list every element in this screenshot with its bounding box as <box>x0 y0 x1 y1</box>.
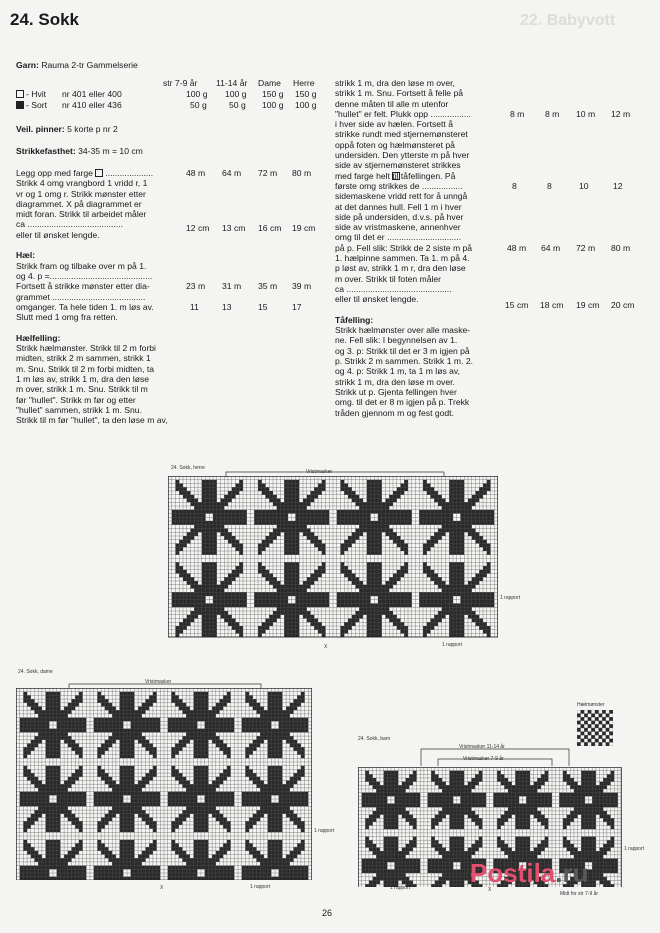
hael-stitch <box>609 710 613 714</box>
chart-hael <box>577 710 613 746</box>
page-title: 24. Sokk <box>10 10 79 29</box>
hael-stitch <box>588 735 592 739</box>
hael-stitch <box>609 732 613 736</box>
hael-stitch <box>595 717 599 721</box>
hael-stitch <box>606 735 610 739</box>
hael-stitch <box>602 735 606 739</box>
hael-stitch <box>581 728 585 732</box>
yarn-value: 50 g <box>190 100 207 110</box>
hael-stitch <box>581 724 585 728</box>
hael-stitch <box>581 721 585 725</box>
rapport-h-herre: 1 rapport <box>442 642 463 648</box>
hael-stitch <box>584 739 588 743</box>
hael-line: omganger. Ta hele tiden 1. m løs av. <box>16 301 154 312</box>
hael-stitch <box>581 735 585 739</box>
hael-stitch <box>588 724 592 728</box>
watermark-main: Postila <box>470 858 556 888</box>
hael-stitch <box>609 717 613 721</box>
hael-stitch <box>599 739 603 743</box>
pinner-line: Veil. pinner: 5 korte p nr 2 <box>16 124 118 134</box>
hael-stitch <box>595 732 599 736</box>
hael-stitch <box>591 739 595 743</box>
hael-stitch <box>606 714 610 718</box>
vrist-bracket-dame <box>68 683 262 690</box>
hael-stitch <box>606 739 610 743</box>
hael-stitch <box>599 710 603 714</box>
page: 22. Babyvott 24. Sokk Garn: Rauma 2-tr Gammelserie str 7-9 år 11-14 år Dame Herre - Hvit nr 401 eller 400 100 g 100 g 150 g 150 g - Sort nr 410 eller 436 50 g 50 g 100 g 100 g Veil. pinner: 5 korte p nr 2 Strikkefasthet: 34-35 m = 10 cm Legg opp med farge .................... Strikk 4 omg vrangbord 1 vridd r, 1 vr og 1 omg r. Strikk mønster etter diagrammet. X på diagrammet er midt foran. Strikk til arbeidet måler ca ........................................ eller til ønsket lengde. Hæl: Strikk fram og tilbake over m på 1. og 4. p =........................................... Fortsett å strikke mønster etter dia- grammet ....................................... omganger. Ta hele tiden 1. m løs av. Slutt med 1 omg fra retten. Hælfelling: Strikk hælmønster. Strikk til 2 m forbi midten, strikk 2 m sammen, strikk 1 m. Snu. Strikk til 2 m forbi midten, ta 1 m løs av, strikk 1 m, dra den løse m over, strikk 1 m. Snu. Strikk til m før "hullet". Strikk m før og etter "hullet" sammen, strikk 1 m. Snu. Strikk til m før "hullet", ta den løse m av, 48 m 64 m 72 m 80 m 12 cm 13 cm 16 cm 19 cm 23 m 31 m 35 m 39 m 11 13 15 17 strikk 1 m, dra den løse m over, strikk 1 m. Snu. Fortsett å felle på denne måten til alle m utenfor "hullet" er felt. Plukk opp ................. i hver side av hælen. Fortsett å strikke rundt med stjernemønsteret oppå foten og hælmønsteret på undersiden. Den ytterste m på hver side av stjernemønsteret strikkes med farge helt til tåfellingen. På første omg strikkes de ................. sidemaskene vridd rett for å unngå at det dannes hull. Fell 1 m i hver side på undersiden, d.v.s. på hver side av vristmaskene, annenhver omg til det er ............................... på p. Fell slik: Strikk de 2 siste m på 1. hælpinne sammen. Ta 1. m på 4. p løst av, strikk 1 m r, dra den løse m over. Strikk til foten måler ca ............................................ eller til ønsket lengde. Tåfelling: Strikk hælmønster over alle maske- ne. Fell slik: I begynnelsen av 1. og 3. p: Strikk til det er 3 m igjen på p. Strikk 2 m sammen. Strikk 1 m. 2. og 4. p: Strikk 1 m, ta 1 m løs av, strikk 1 m, dra den løse m over. Strikk ut p. Gjenta fellingen hver omg. til det er 8 m igjen på p. Trekk tråden gjennom m og fest godt. 8 m 8 m 10 m 12 m 8 8 10 12 48 m 64 m 72 m 80 m 15 cm 18 cm 19 cm 20 cm 24. Sokk, herre Vristmasker 1 rapport 1 rapport X 24. Sokk, dame Vristmasker 1 rapport 1 rapport X Hælmønster 24. Sokk, barn Vristmasker 11-14 år Vristmasker 7-9 år 1 rapport 1 rapport X Midt for str 7-9 år Postila.ru 26 <box>0 0 660 933</box>
hael-stitch <box>599 728 603 732</box>
hael-stitch <box>606 728 610 732</box>
hf-line: m over, strikk 1 m. Snu. Strikk til m <box>16 384 148 395</box>
hael-stitch <box>581 714 585 718</box>
hael-stitch <box>595 728 599 732</box>
chart-caption-barn: 24. Sokk, barn <box>358 736 391 742</box>
hael-stitch <box>595 724 599 728</box>
rapport-h-barn: 1 rapport <box>390 885 411 891</box>
hael-stitch <box>609 714 613 718</box>
hael-stitch <box>606 732 610 736</box>
hael-stitch <box>595 721 599 725</box>
hael-stitch <box>591 732 595 736</box>
vrist-label-herre: Vristmasker <box>306 469 333 475</box>
ghost-title: 22. Babyvott <box>520 12 616 29</box>
hael-stitch <box>591 721 595 725</box>
intro-line: vr og 1 omg r. Strikk mønster etter <box>16 188 146 199</box>
hael-stitch <box>584 717 588 721</box>
tafelling-heading: Tåfelling: <box>335 314 374 325</box>
hael-stitch <box>606 710 610 714</box>
hael-stitch <box>606 721 610 725</box>
hael-line: Strikk fram og tilbake over m på 1. <box>16 260 147 271</box>
garn-label: Garn: <box>16 60 39 70</box>
hael-stitch <box>588 742 592 746</box>
x-mark-herre: X <box>324 644 328 650</box>
hael-stitch <box>584 714 588 718</box>
size-header: Dame <box>258 78 281 88</box>
hael-stitch <box>577 714 581 718</box>
intro-line: eller til ønsket lengde. <box>16 229 100 240</box>
intro-line: midt foran. Strikk til arbeidet måler <box>16 209 147 220</box>
hael-stitch <box>588 714 592 718</box>
hael-stitch <box>584 721 588 725</box>
chart-caption-herre: 24. Sokk, herre <box>171 465 205 471</box>
yarn-value: 100 g <box>186 89 208 99</box>
hael-stitch <box>599 742 603 746</box>
hael-stitch <box>609 742 613 746</box>
yarn-value: 50 g <box>229 100 246 110</box>
hael-stitch <box>602 710 606 714</box>
hael-stitch <box>599 721 603 725</box>
hf-line: 1 m løs av, strikk 1 m, dra den løse <box>16 373 150 384</box>
garn-text: Rauma 2-tr Gammelserie <box>41 60 138 70</box>
hael-stitch <box>577 721 581 725</box>
yarn-row-black: - Sort <box>16 100 47 110</box>
hael-stitch <box>577 724 581 728</box>
hael-stitch <box>609 728 613 732</box>
hael-stitch <box>577 717 581 721</box>
yarn-nr: nr 410 eller 436 <box>62 100 122 110</box>
hael-stitch <box>588 728 592 732</box>
hael-stitch <box>577 739 581 743</box>
hael-stitch <box>606 724 610 728</box>
x-mark-barn: X <box>488 887 492 893</box>
hael-stitch <box>577 742 581 746</box>
rapport-v-herre: 1 rapport <box>500 595 521 601</box>
size-header: Herre <box>293 78 315 88</box>
hael-stitch <box>577 732 581 736</box>
rapport-h-dame: 1 rapport <box>250 884 271 890</box>
hael-stitch <box>602 728 606 732</box>
chart-caption-hael: Hælmønster <box>577 702 605 708</box>
hf-line: midten, strikk 2 m sammen, strikk 1 <box>16 353 151 364</box>
barn-bottom-label: Midt for str 7-9 år <box>560 891 599 897</box>
hael-stitch <box>581 742 585 746</box>
hael-stitch <box>588 717 592 721</box>
hael-stitch <box>591 717 595 721</box>
hael-stitch <box>609 739 613 743</box>
hael-stitch <box>581 717 585 721</box>
hf-line: "hullet" sammen, strikk 1 m. Snu. <box>16 404 142 415</box>
haelfelling-heading: Hælfelling: <box>16 332 61 343</box>
hael-stitch <box>581 732 585 736</box>
rapport-v-barn: 1 rapport <box>624 846 645 852</box>
hael-stitch <box>602 714 606 718</box>
size-header: 11-14 år <box>216 78 248 88</box>
hael-stitch <box>584 728 588 732</box>
intro-line: Legg opp med farge .................... <box>16 168 154 178</box>
yarn-table <box>0 78 330 118</box>
vrist-bracket-herre <box>225 470 445 478</box>
yarn-value: 150 g <box>295 89 317 99</box>
hael-stitch <box>595 742 599 746</box>
hael-stitch <box>599 717 603 721</box>
hf-line: Strikk hælmønster. Strikk til 2 m forbi <box>16 343 156 354</box>
hael-stitch <box>599 732 603 736</box>
garn-line <box>16 60 138 70</box>
intro-line: diagrammet. X på diagrammet er <box>16 198 142 209</box>
hael-stitch <box>606 717 610 721</box>
hael-stitch <box>584 724 588 728</box>
hael-stitch <box>588 721 592 725</box>
hael-stitch <box>588 739 592 743</box>
hael-stitch <box>591 728 595 732</box>
rapport-v-dame: 1 rapport <box>314 828 335 834</box>
intro-line: ca ........................................ <box>16 219 123 230</box>
hael-stitch <box>584 732 588 736</box>
hael-stitch <box>591 714 595 718</box>
hf-line: før "hullet". Strikk m før og etter <box>16 394 136 405</box>
hael-stitch <box>577 735 581 739</box>
chart-caption-dame: 24. Sokk, dame <box>18 669 53 675</box>
hael-heading: Hæl: <box>16 250 36 261</box>
page-number: 26 <box>322 908 333 918</box>
yarn-value: 150 g <box>262 89 284 99</box>
black-square-icon <box>16 101 24 109</box>
hael-stitch <box>591 710 595 714</box>
hael-stitch <box>577 710 581 714</box>
vrist-bracket-barn <box>420 747 570 767</box>
fasthet-line: Strikkefasthet: 34-35 m = 10 cm <box>16 146 143 156</box>
hael-stitch <box>606 742 610 746</box>
hael-stitch <box>595 710 599 714</box>
white-square-icon <box>392 172 400 180</box>
hael-stitch <box>602 739 606 743</box>
hael-line: Fortsett å strikke mønster etter dia- <box>16 281 150 292</box>
hael-stitch <box>581 739 585 743</box>
hael-stitch <box>602 717 606 721</box>
hael-stitch <box>591 742 595 746</box>
chart-grid <box>16 688 312 880</box>
hael-stitch <box>584 735 588 739</box>
hael-stitch <box>602 721 606 725</box>
hael-stitch <box>595 735 599 739</box>
hael-stitch <box>609 735 613 739</box>
hael-stitch <box>584 710 588 714</box>
left-column <box>16 168 332 425</box>
hael-stitch <box>602 732 606 736</box>
hf-line: m. Snu. Strikk til 2 m forbi midten, ta <box>16 363 155 374</box>
hael-stitch <box>609 724 613 728</box>
chart-herre <box>168 476 498 639</box>
size-header: str 7-9 år <box>163 78 198 88</box>
yarn-row-white: - Hvit <box>16 89 46 99</box>
hael-stitch <box>609 721 613 725</box>
intro-line: Strikk 4 omg vrangbord 1 vridd r, 1 <box>16 178 148 189</box>
white-square-icon <box>16 90 24 98</box>
hael-stitch <box>591 735 595 739</box>
vrist-label-dame: Vristmasker <box>145 679 172 685</box>
hael-line: grammet ....................................... <box>16 291 146 302</box>
chart-dame <box>16 688 312 880</box>
vrist-label-barn-1114: Vristmasker 11-14 år <box>459 744 505 750</box>
yarn-value: 100 g <box>295 100 317 110</box>
hael-stitch <box>602 742 606 746</box>
hael-stitch <box>602 724 606 728</box>
hael-stitch <box>584 742 588 746</box>
vrist-label-barn-79: Vristmasker 7-9 år <box>463 756 504 762</box>
x-mark-dame: X <box>160 885 164 891</box>
hael-stitch <box>591 724 595 728</box>
hael-stitch <box>588 732 592 736</box>
hael-line: og 4. p =........................................... <box>16 270 153 281</box>
watermark: Postila.ru <box>470 858 589 888</box>
hael-stitch <box>588 710 592 714</box>
hael-stitch <box>577 728 581 732</box>
hael-stitch <box>599 714 603 718</box>
yarn-value: 100 g <box>225 89 247 99</box>
hael-stitch <box>595 739 599 743</box>
yarn-value: 100 g <box>262 100 284 110</box>
hf-line: Strikk til m før "hullet", ta den løse m av, <box>16 415 168 426</box>
hael-stitch <box>599 735 603 739</box>
hael-line: Slutt med 1 omg fra retten. <box>16 312 118 323</box>
right-column: strikk 1 m, dra den løse m over, strikk 1 m. Snu. Fortsett å felle på denne måten til alle m utenfor "hullet" er felt. Plukk opp ................. i hver side av hælen. Fortsett å strikke rundt med stjernemønsteret oppå foten og hælmønsteret på undersiden. Den ytterste m på hver side av stjernemønsteret strikkes med farge helt til tåfellingen. På første omg strikkes de ................. sidemaskene vridd rett for å unngå at det dannes hull. Fell 1 m i hver side på undersiden, d.v.s. på hver side av vristmaskene, annenhver omg til det er ............................... på p. Fell slik: Strikk de 2 siste m på 1. hælpinne sammen. Ta 1. m på 4. p løst av, strikk 1 m r, dra den løse m over. Strikk til foten måler ca ............................................ eller til ønsket lengde. Tåfelling: Strikk hælmønster over alle maske- ne. Fell slik: I begynnelsen av 1. og 3. p: Strikk til det er 3 m igjen på p. Strikk 2 m sammen. Strikk 1 m. 2. og 4. p: Strikk 1 m, ta 1 m løs av, strikk 1 m, dra den løse m over. Strikk ut p. Gjenta fellingen hver omg. til det er 8 m igjen på p. Trekk tråden gjennom m og fest godt. <box>335 78 505 418</box>
hael-stitch <box>595 714 599 718</box>
hael-stitch <box>581 710 585 714</box>
hael-stitch <box>599 724 603 728</box>
yarn-nr: nr 401 eller 400 <box>62 89 122 99</box>
